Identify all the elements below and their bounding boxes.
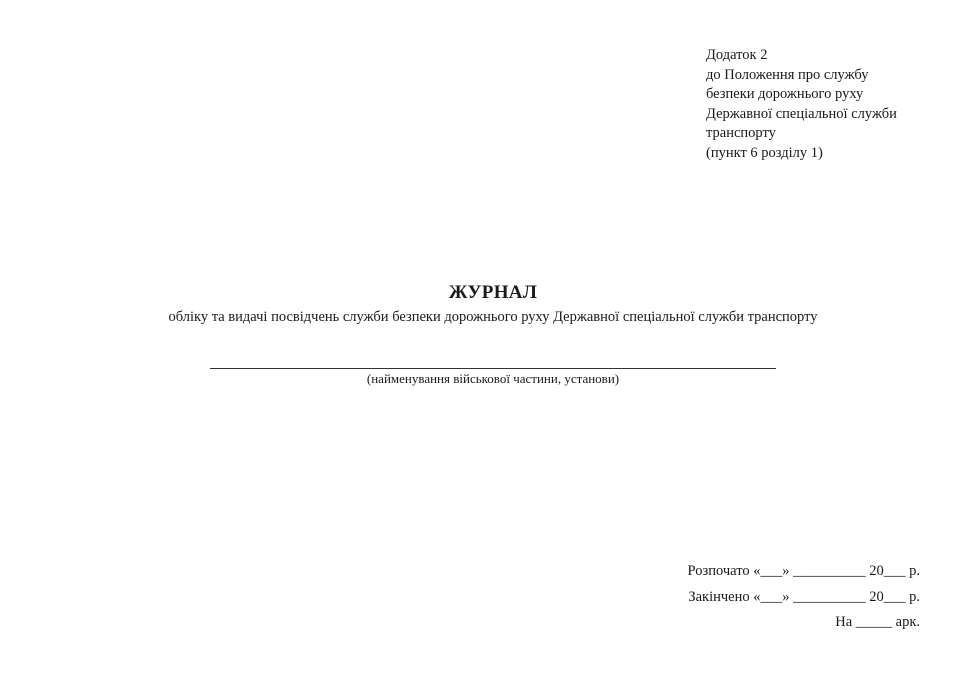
appendix-line: Державної спеціальної служби — [706, 105, 897, 122]
appendix-line: безпеки дорожнього руху — [706, 86, 864, 103]
appendix-note — [706, 46, 956, 164]
appendix-line: (пункт 6 розділу 1) — [706, 144, 823, 161]
document-subtitle: обліку та видачі посвідчень служби безпеки дорожнього руху Державної спеціальної служби транспорту — [168, 309, 818, 325]
appendix-line: Додаток 2 — [706, 47, 768, 63]
document-title: ЖУРНАЛ — [448, 282, 538, 303]
appendix-line: транспорту — [706, 125, 776, 142]
appendix-line: до Положення про службу — [706, 66, 869, 83]
unit-name-caption: (найменування військової частини, установи) — [366, 371, 620, 386]
finished-date-line: Закінчено «___» __________ 20___ р. — [688, 589, 920, 605]
sheet-count-line: На _____ арк. — [835, 614, 920, 630]
unit-name-blank-line — [210, 368, 776, 369]
started-date-line: Розпочато «___» __________ 20___ р. — [687, 563, 920, 579]
